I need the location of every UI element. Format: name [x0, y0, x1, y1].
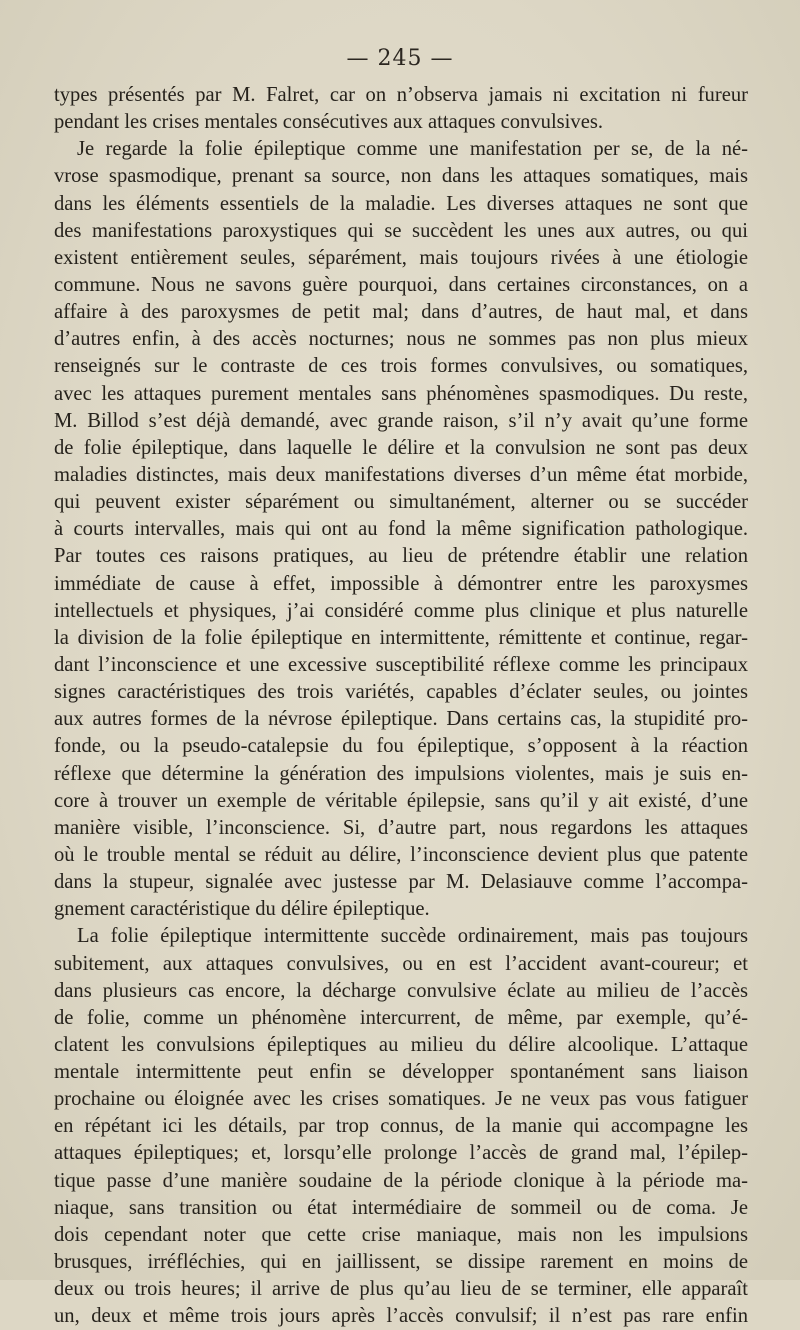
text-line: dois cependant noter que cette crise maniaque, mais non les impulsions — [54, 1223, 748, 1246]
text-line: La folie épileptique intermittente succède ordinairement, mais pas toujours — [77, 925, 748, 948]
text-line: manière visible, l’inconscience. Si, d’autre part, nous regardons les attaques — [54, 816, 748, 839]
text-line: niaque, sans transition ou état intermédiaire de sommeil ou de coma. Je — [54, 1196, 748, 1219]
text-line: clatent les convulsions épileptiques au milieu du délire alcoolique. L’attaque — [54, 1033, 748, 1056]
text-line: la division de la folie épileptique en intermittente, rémittente et continue, regar- — [54, 626, 748, 649]
text-line: gnement caractéristique du délire épileptique. — [54, 898, 430, 921]
text-line: tique passe d’une manière soudaine de la période clonique à la période ma- — [54, 1169, 748, 1192]
text-line: prochaine ou éloignée avec les crises somatiques. Je ne veux pas vous fatiguer — [54, 1088, 748, 1111]
text-line: immédiate de cause à effet, impossible à démontrer entre les paroxysmes — [54, 572, 748, 595]
text-line: dans les éléments essentiels de la maladie. Les diverses attaques ne sont que — [54, 192, 748, 215]
text-line: où le trouble mental se réduit au délire, l’inconscience devient plus que patente — [54, 843, 748, 866]
text-line: signes caractéristiques des trois variétés, capables d’éclater seules, ou jointes — [54, 681, 748, 704]
text-line: existent entièrement seules, séparément, mais toujours rivées à une étiologie — [54, 246, 748, 269]
text-line: deux ou trois heures; il arrive de plus qu’au lieu de se terminer, elle apparaît — [54, 1278, 748, 1301]
text-line: intellectuels et physiques, j’ai considéré comme plus clinique et plus naturelle — [54, 599, 748, 622]
text-line: Je regarde la folie épileptique comme une manifestation per se, de la né- — [77, 138, 748, 161]
text-line: mentale intermittente peut enfin se développer spontanément sans liaison — [54, 1061, 748, 1084]
text-line: affaire à des paroxysmes de petit mal; dans d’autres, de haut mal, et dans — [54, 301, 748, 324]
text-line: dans la stupeur, signalée avec justesse par M. Delasiauve comme l’accompa- — [54, 871, 748, 894]
text-line: qui peuvent exister séparément ou simultanément, alterner ou se succéder — [54, 491, 748, 514]
text-line: fonde, ou la pseudo-catalepsie du fou épileptique, s’opposent à la réaction — [54, 735, 748, 758]
text-line: un, deux et même trois jours après l’accès convulsif; il n’est pas rare enfin — [54, 1305, 748, 1328]
text-line: réflexe que détermine la génération des impulsions violentes, mais je suis en- — [54, 762, 748, 785]
text-line: aux autres formes de la névrose épileptique. Dans certains cas, la stupidité pro- — [54, 708, 748, 731]
text-line: commune. Nous ne savons guère pourquoi, dans certaines circonstances, on a — [54, 273, 748, 296]
text-line: à courts intervalles, mais qui ont au fond la même signification pathologique. — [54, 518, 748, 541]
text-line: vrose spasmodique, prenant sa source, non dans les attaques somatiques, mais — [54, 165, 748, 188]
text-line: types présentés par M. Falret, car on n’observa jamais ni excitation ni fureur — [54, 84, 748, 106]
page-number: — 245 — — [346, 46, 454, 71]
text-line: dans plusieurs cas encore, la décharge convulsive éclate au milieu de l’accès — [54, 979, 748, 1002]
text-line: brusques, irréfléchies, qui en jaillissent, se dissipe rarement en moins de — [54, 1251, 748, 1274]
text-line: M. Billod s’est déjà demandé, avec grande raison, s’il n’y avait qu’une forme — [54, 409, 748, 432]
text-line: core à trouver un exemple de véritable épilepsie, sans qu’il y ait existé, d’une — [54, 789, 748, 812]
text-line: Par toutes ces raisons pratiques, au lieu de prétendre établir une relation — [54, 545, 748, 568]
text-line: renseignés sur le contraste de ces trois formes convulsives, ou somatiques, — [54, 355, 748, 378]
text-line: attaques épileptiques; et, lorsqu’elle prolonge l’accès de grand mal, l’épilep- — [54, 1142, 748, 1165]
text-line: dant l’inconscience et une excessive susceptibilité réflexe comme les principaux — [54, 653, 748, 676]
text-line: avec les attaques purement mentales sans phénomènes spasmodiques. Du reste, — [54, 382, 748, 405]
text-line: maladies distinctes, mais deux manifestations diverses d’un même état morbide, — [54, 463, 748, 486]
text-line: en répétant ici les détails, par trop connus, de la manie qui accompagne les — [54, 1115, 748, 1138]
text-line: de folie, comme un phénomène intercurrent, de même, par exemple, qu’é- — [54, 1006, 748, 1029]
text-line: pendant les crises mentales consécutives aux attaques convulsives. — [54, 111, 604, 134]
text-line: subitement, aux attaques convulsives, ou en est l’accident avant-coureur; et — [54, 952, 748, 975]
text-line: des manifestations paroxystiques qui se succèdent les unes aux autres, ou qui — [54, 219, 748, 242]
body-text — [54, 82, 748, 1330]
text-line: de folie épileptique, dans laquelle le délire et la convulsion ne sont pas deux — [54, 436, 748, 459]
text-line: d’autres enfin, à des accès nocturnes; nous ne sommes pas non plus mieux — [54, 328, 748, 351]
